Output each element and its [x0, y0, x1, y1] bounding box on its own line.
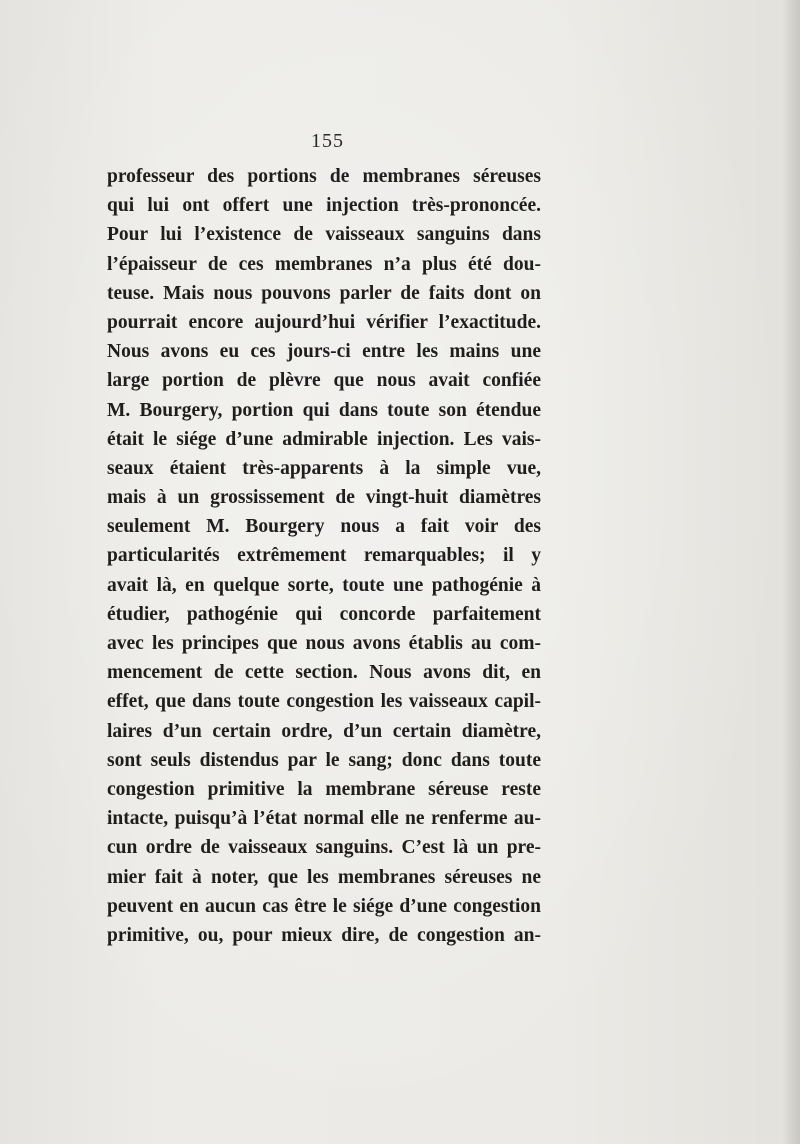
text-line: laires d’un certain ordre, d’un certain diamètre,	[107, 720, 541, 742]
text-line: seaux étaient très-apparents à la simple vue,	[107, 457, 541, 479]
text-line: avait là, en quelque sorte, toute une pathogénie à	[107, 574, 541, 596]
text-line: mais à un grossissement de vingt-huit diamètres	[107, 487, 541, 509]
page-edge-shadow	[782, 0, 800, 1144]
text-line: intacte, puisqu’à l’état normal elle ne renferme au-	[107, 808, 541, 830]
text-line: cun ordre de vaisseaux sanguins. C’est là un pre-	[107, 837, 541, 859]
text-line: étudier, pathogénie qui concorde parfaitement	[107, 603, 541, 625]
text-line: sont seuls distendus par le sang; donc dans toute	[107, 749, 541, 771]
text-line: qui lui ont offert une injection très-prononcée.	[107, 195, 541, 217]
text-line: large portion de plèvre que nous avait confiée	[107, 370, 541, 392]
text-line: professeur des portions de membranes séreuses	[107, 166, 541, 187]
text-line: effet, que dans toute congestion les vaisseaux capil-	[107, 691, 541, 713]
text-line: seulement M. Bourgery nous a fait voir des	[107, 516, 541, 538]
text-line: était le siége d’une admirable injection. Les vais-	[107, 428, 541, 450]
text-line: peuvent en aucun cas être le siége d’une congestion	[107, 895, 541, 917]
text-line: Pour lui l’existence de vaisseaux sanguins dans	[107, 224, 541, 246]
text-line: avec les principes que nous avons établis au com-	[107, 633, 541, 654]
text-line: l’épaisseur de ces membranes n’a plus été dou-	[107, 253, 541, 275]
text-line: congestion primitive la membrane séreuse reste	[107, 778, 541, 800]
text-line: M. Bourgery, portion qui dans toute son étendue	[107, 399, 541, 421]
text-line: Nous avons eu ces jours-ci entre les mains une	[107, 341, 541, 363]
text-line: primitive, ou, pour mieux dire, de congestion an-	[107, 924, 541, 946]
text-line: particularités extrêmement remarquables; il y	[107, 545, 541, 567]
text-line: pourrait encore aujourd’hui vérifier l’exactitude.	[107, 311, 541, 333]
text-line: mencement de cette section. Nous avons dit, en	[107, 662, 541, 684]
body-text	[107, 162, 541, 950]
text-line: teuse. Mais nous pouvons parler de faits dont on	[107, 282, 541, 304]
text-line: mier fait à noter, que les membranes séreuses ne	[107, 866, 541, 888]
page-number: 155	[311, 130, 344, 152]
